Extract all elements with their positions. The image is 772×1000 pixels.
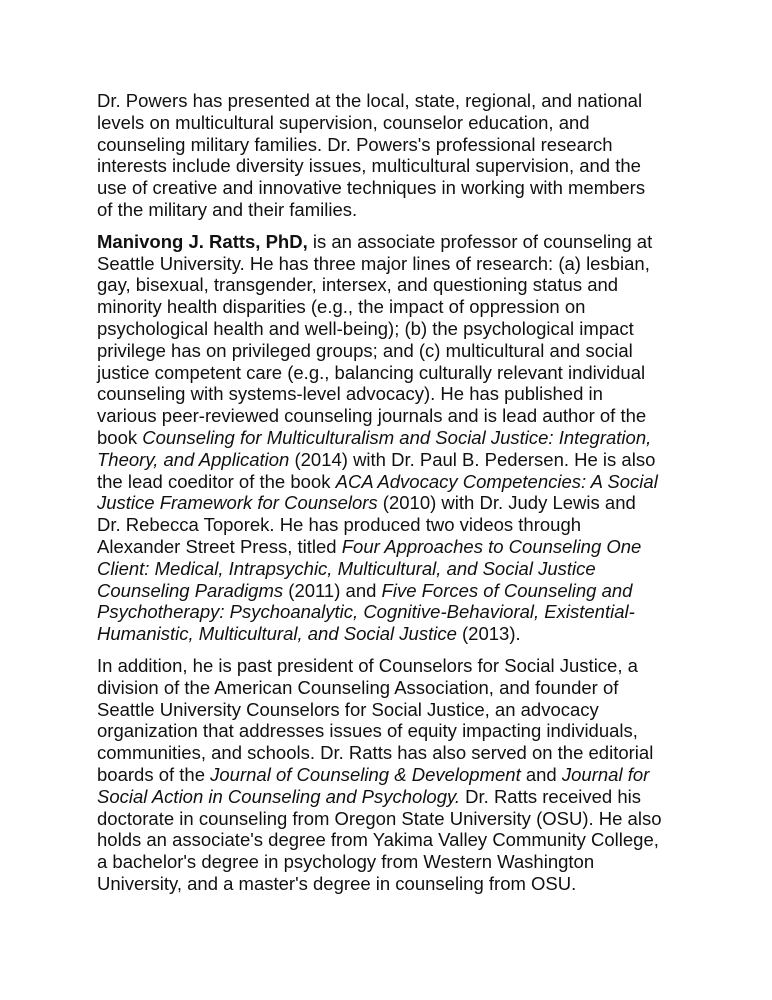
text-line bbox=[97, 471, 697, 493]
text-line bbox=[97, 742, 697, 764]
text-run: gay, bisexual, transgender, intersex, and questioning status and bbox=[97, 274, 619, 296]
text-line bbox=[97, 558, 697, 580]
text-run: (2014) with Dr. Paul B. Pedersen. He is also bbox=[289, 448, 656, 470]
text-run: (2013). bbox=[456, 623, 521, 645]
text-run: Dr. Rebecca Toporek. He has produced two videos through bbox=[97, 514, 582, 536]
text-run: communities, and schools. Dr. Ratts has also served on the editorial bbox=[97, 742, 654, 764]
text-run: doctorate in counseling from Oregon State University (OSU). He also bbox=[97, 807, 662, 829]
text-line bbox=[97, 134, 697, 156]
text-run: (2011) and bbox=[283, 579, 382, 601]
title-italic: Counseling Paradigms bbox=[97, 579, 284, 601]
text-line bbox=[97, 677, 697, 699]
text-line bbox=[97, 829, 697, 851]
text-line bbox=[97, 808, 697, 830]
text-line bbox=[97, 177, 697, 199]
title-italic: Psychotherapy: Psychoanalytic, Cognitive-Behavioral, Existential- bbox=[97, 601, 635, 623]
text-line bbox=[97, 764, 697, 786]
text-line bbox=[97, 536, 697, 558]
text-line bbox=[97, 655, 697, 677]
title-italic: Journal for bbox=[561, 763, 650, 785]
text-line bbox=[97, 851, 697, 873]
text-run: levels on multicultural supervision, counselor education, and bbox=[97, 111, 590, 133]
text-line bbox=[97, 623, 697, 645]
text-line bbox=[97, 383, 697, 405]
text-line bbox=[97, 274, 697, 296]
powers-bio-paragraph bbox=[97, 90, 697, 221]
text-run: counseling with systems-level advocacy). He has published in bbox=[97, 383, 603, 405]
text-line bbox=[97, 253, 697, 275]
text-run: the lead coeditor of the book bbox=[97, 470, 336, 492]
text-run: interests include diversity issues, multicultural supervision, and the bbox=[97, 155, 641, 177]
text-line bbox=[97, 427, 697, 449]
text-run: psychological health and well-being); (b) the psychological impact bbox=[97, 317, 634, 339]
document-page bbox=[97, 90, 697, 905]
text-run: a bachelor's degree in psychology from Western Washington bbox=[97, 851, 595, 873]
text-run: privilege has on privileged groups; and (c) multicultural and social bbox=[97, 339, 633, 361]
title-italic: Counseling for Multiculturalism and Social Justice: Integration, bbox=[142, 426, 652, 448]
ratts-service-paragraph bbox=[97, 655, 697, 895]
text-line bbox=[97, 90, 697, 112]
text-line bbox=[97, 873, 697, 895]
text-run: (2010) with Dr. Judy Lewis and bbox=[377, 492, 636, 514]
text-run: Seattle University Counselors for Social Justice, an advocacy bbox=[97, 698, 599, 720]
text-line bbox=[97, 786, 697, 808]
text-run: Seattle University. He has three major lines of research: (a) lesbian, bbox=[97, 252, 650, 274]
title-italic: Journal of Counseling & Development bbox=[210, 763, 521, 785]
text-line bbox=[97, 296, 697, 318]
text-line bbox=[97, 699, 697, 721]
title-italic: Client: Medical, Intrapsychic, Multicultural, and Social Justice bbox=[97, 557, 596, 579]
text-run: and bbox=[520, 763, 562, 785]
text-run: In addition, he is past president of Counselors for Social Justice, a bbox=[97, 654, 638, 676]
text-line bbox=[97, 231, 697, 253]
text-line bbox=[97, 340, 697, 362]
text-run: division of the American Counseling Association, and founder of bbox=[97, 676, 619, 698]
text-run: justice competent care (e.g., balancing culturally relevant individual bbox=[97, 361, 646, 383]
text-line bbox=[97, 318, 697, 340]
text-line bbox=[97, 601, 697, 623]
text-line bbox=[97, 580, 697, 602]
text-line bbox=[97, 155, 697, 177]
text-line bbox=[97, 449, 697, 471]
author-name: Manivong J. Ratts, PhD, bbox=[97, 230, 308, 252]
title-italic: Justice Framework for Counselors bbox=[97, 492, 378, 514]
text-line bbox=[97, 514, 697, 536]
text-line bbox=[97, 492, 697, 514]
text-run: Dr. Ratts received his bbox=[460, 785, 641, 807]
text-run: book bbox=[97, 426, 143, 448]
text-line bbox=[97, 199, 697, 221]
text-run: of the military and their families. bbox=[97, 198, 358, 220]
text-line bbox=[97, 720, 697, 742]
text-line bbox=[97, 405, 697, 427]
text-run: organization that addresses issues of equity impacting individuals, bbox=[97, 720, 638, 742]
text-line bbox=[97, 362, 697, 384]
ratts-bio-paragraph bbox=[97, 231, 697, 645]
text-run: use of creative and innovative techniques in working with members bbox=[97, 177, 646, 199]
title-italic: Theory, and Application bbox=[97, 448, 290, 470]
text-run: boards of the bbox=[97, 763, 211, 785]
title-italic: Four Approaches to Counseling One bbox=[341, 535, 642, 557]
title-italic: Humanistic, Multicultural, and Social Justice bbox=[97, 623, 457, 645]
text-run: Dr. Powers has presented at the local, state, regional, and national bbox=[97, 90, 643, 111]
title-italic: ACA Advocacy Competencies: A Social bbox=[335, 470, 658, 492]
text-run: various peer-reviewed counseling journals and is lead author of the bbox=[97, 405, 647, 427]
text-run: University, and a master's degree in counseling from OSU. bbox=[97, 872, 577, 894]
text-run: holds an associate's degree from Yakima Valley Community College, bbox=[97, 829, 659, 851]
text-run: Alexander Street Press, titled bbox=[97, 535, 342, 557]
text-run: is an associate professor of counseling at bbox=[307, 230, 653, 252]
text-line bbox=[97, 112, 697, 134]
title-italic: Five Forces of Counseling and bbox=[381, 579, 633, 601]
text-run: counseling military families. Dr. Powers's professional research bbox=[97, 133, 613, 155]
title-italic: Social Action in Counseling and Psychology. bbox=[97, 785, 461, 807]
text-run: minority health disparities (e.g., the impact of oppression on bbox=[97, 296, 586, 318]
